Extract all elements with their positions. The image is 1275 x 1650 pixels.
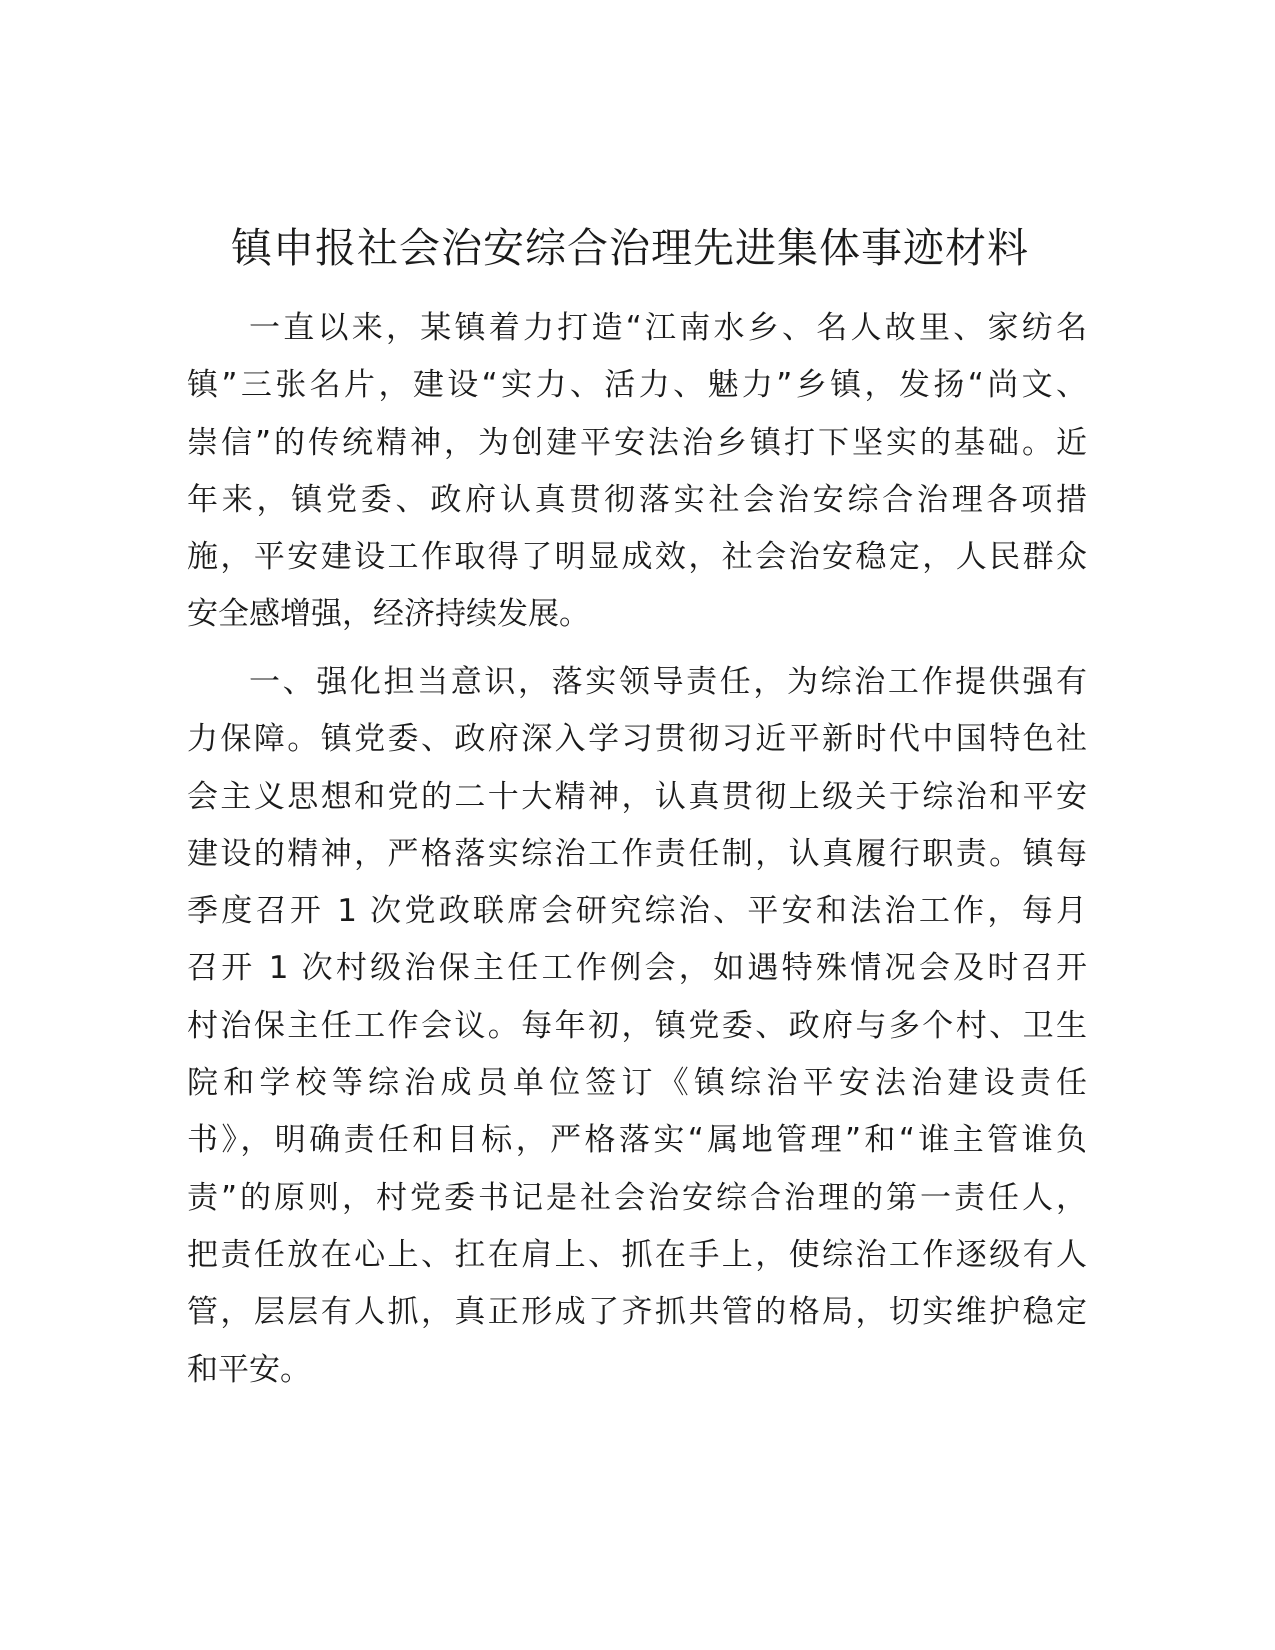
- paragraph-line: 年来，镇党委、政府认真贯彻落实社会治安综合治理各项措: [187, 481, 1087, 518]
- paragraph-line: 施，平安建设工作取得了明显成效，社会治安稳定，人民群众: [187, 539, 1087, 576]
- paragraph-line: 会主义思想和党的二十大精神，认真贯彻上级关于综治和平安: [187, 778, 1087, 815]
- paragraph-line: 管，层层有人抓，真正形成了齐抓共管的格局，切实维护稳定: [187, 1294, 1087, 1331]
- paragraph-line: 村治保主任工作会议。每年初，镇党委、政府与多个村、卫生: [187, 1007, 1087, 1044]
- paragraph-line: 和平安。: [187, 1351, 311, 1388]
- paragraph-line: 责”的原则，村党委书记是社会治安综合治理的第一责任人，: [187, 1179, 1087, 1216]
- paragraph-section-one: [187, 654, 1087, 1399]
- paragraph-line: 召开 1 次村级治保主任工作例会，如遇特殊情况会及时召开: [187, 950, 1087, 987]
- paragraph-line: 一直以来，某镇着力打造“江南水乡、名人故里、家纺名: [249, 310, 1087, 346]
- paragraph-line: 把责任放在心上、扛在肩上、抓在手上，使综治工作逐级有人: [187, 1236, 1087, 1273]
- paragraph-intro: [187, 300, 1087, 644]
- paragraph-line: 一、强化担当意识，落实领导责任，为综治工作提供强有: [249, 664, 1087, 700]
- paragraph-line: 书》，明确责任和目标，严格落实“属地管理”和“谁主管谁负: [187, 1122, 1087, 1159]
- paragraph-line: 镇”三张名片，建设“实力、活力、魅力”乡镇，发扬“尚文、: [187, 367, 1087, 404]
- paragraph-line: 院和学校等综治成员单位签订《镇综治平安法治建设责任: [187, 1065, 1087, 1102]
- paragraph-line: 崇信”的传统精神，为创建平安法治乡镇打下坚实的基础。近: [187, 424, 1087, 461]
- paragraph-line: 力保障。镇党委、政府深入学习贯彻习近平新时代中国特色社: [187, 721, 1087, 758]
- paragraph-line: 安全感增强，经济持续发展。: [187, 596, 590, 633]
- document-title: 镇申报社会治安综合治理先进集体事迹材料: [231, 224, 1029, 272]
- paragraph-line: 建设的精神，严格落实综治工作责任制，认真履行职责。镇每: [187, 835, 1087, 872]
- paragraph-line: 季度召开 1 次党政联席会研究综治、平安和法治工作，每月: [187, 893, 1087, 930]
